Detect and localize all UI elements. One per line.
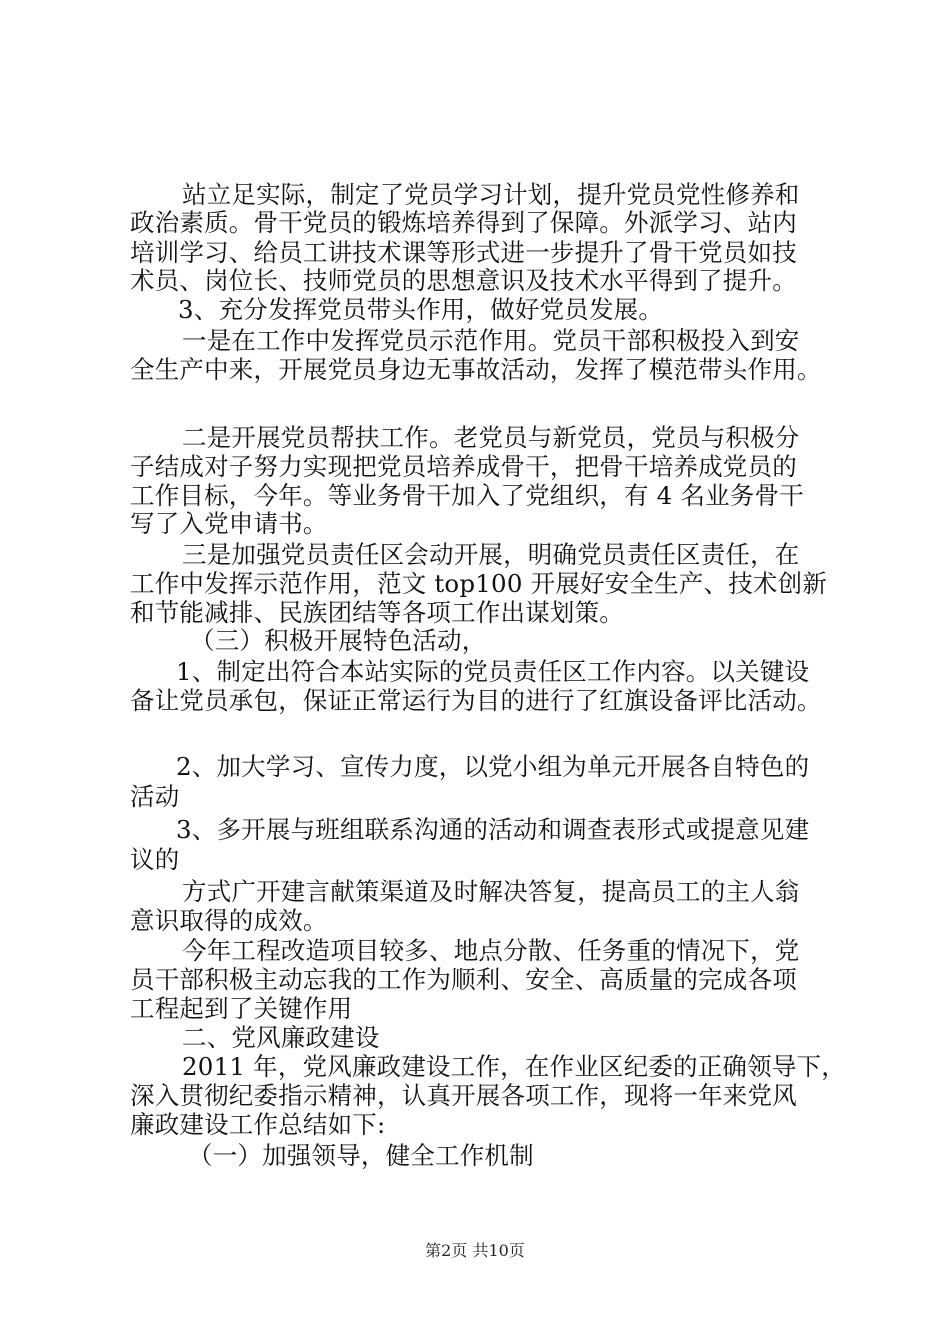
text-line-17: 备让党员承包，保证正常运行为目的进行了红旗设备评比活动。	[130, 686, 822, 715]
text-line-10: 工作目标，今年。等业务骨干加入了党组织，有 4 名业务骨干	[130, 481, 804, 510]
text-line-19: 活动	[130, 782, 180, 811]
text-line-25: 员干部积极主动忘我的工作为顺利、安全、高质量的完成各项	[130, 965, 797, 994]
text-line-23: 意识取得的成效。	[130, 906, 328, 935]
text-line-6: 一是在工作中发挥党员示范作用。党员干部积极投入到安	[182, 326, 800, 355]
text-line-18: 2、加大学习、宣传力度，以党小组为单元开展各自特色的	[176, 752, 810, 781]
text-line-27: 二、党风廉政建设	[182, 1023, 380, 1052]
text-line-26: 工程起到了关键作用	[130, 994, 353, 1023]
text-line-31: （一）加强领导，健全工作机制	[188, 1141, 534, 1170]
text-line-22: 方式广开建言献策渠道及时解决答复，提高员工的主人翁	[182, 877, 800, 906]
text-line-21: 议的	[130, 845, 180, 874]
text-line-3: 培训学习、给员工讲技术课等形式进一步提升了骨干党员如技	[130, 238, 797, 267]
text-line-14: 和节能减排、民族团结等各项工作出谋划策。	[130, 598, 624, 627]
text-line-7: 全生产中来，开展党员身边无事故活动，发挥了模范带头作用。	[130, 355, 822, 384]
text-line-4: 术员、岗位长、技师党员的思想意识及技术水平得到了提升。	[130, 266, 797, 295]
text-line-30: 廉政建设工作总结如下:	[130, 1110, 386, 1139]
text-line-1: 站立足实际，制定了党员学习计划，提升党员党性修养和	[182, 180, 800, 209]
text-line-5: 3、充分发挥党员带头作用，做好党员发展。	[178, 295, 664, 324]
text-line-15: （三）积极开展特色活动，	[190, 626, 487, 655]
text-line-12: 三是加强党员责任区会动开展，明确党员责任区责任，在	[182, 540, 800, 569]
page-footer: 第2页 共10页	[425, 1241, 525, 1260]
text-line-29: 深入贯彻纪委指示精神，认真开展各项工作，现将一年来党风	[130, 1081, 797, 1110]
text-line-2: 政治素质。骨干党员的锻炼培养得到了保障。外派学习、站内	[130, 208, 797, 237]
text-line-8: 二是开展党员帮扶工作。老党员与新党员，党员与积极分	[182, 423, 800, 452]
text-line-16: 1、制定出符合本站实际的党员责任区工作内容。以关键设	[176, 657, 810, 686]
text-line-24: 今年工程改造项目较多、地点分散、任务重的情况下，党	[182, 936, 800, 965]
text-line-20: 3、多开展与班组联系沟通的活动和调查表形式或提意见建	[176, 815, 810, 844]
text-line-28: 2011 年，党风廉政建设工作，在作业区纪委的正确领导下，	[182, 1052, 846, 1081]
text-line-9: 子结成对子努力实现把党员培养成骨干，把骨干培养成党员的	[130, 452, 797, 481]
text-line-11: 写了入党申请书。	[130, 509, 328, 538]
text-line-13: 工作中发挥示范作用，范文 top100 开展好安全生产、技术创新	[130, 569, 828, 598]
